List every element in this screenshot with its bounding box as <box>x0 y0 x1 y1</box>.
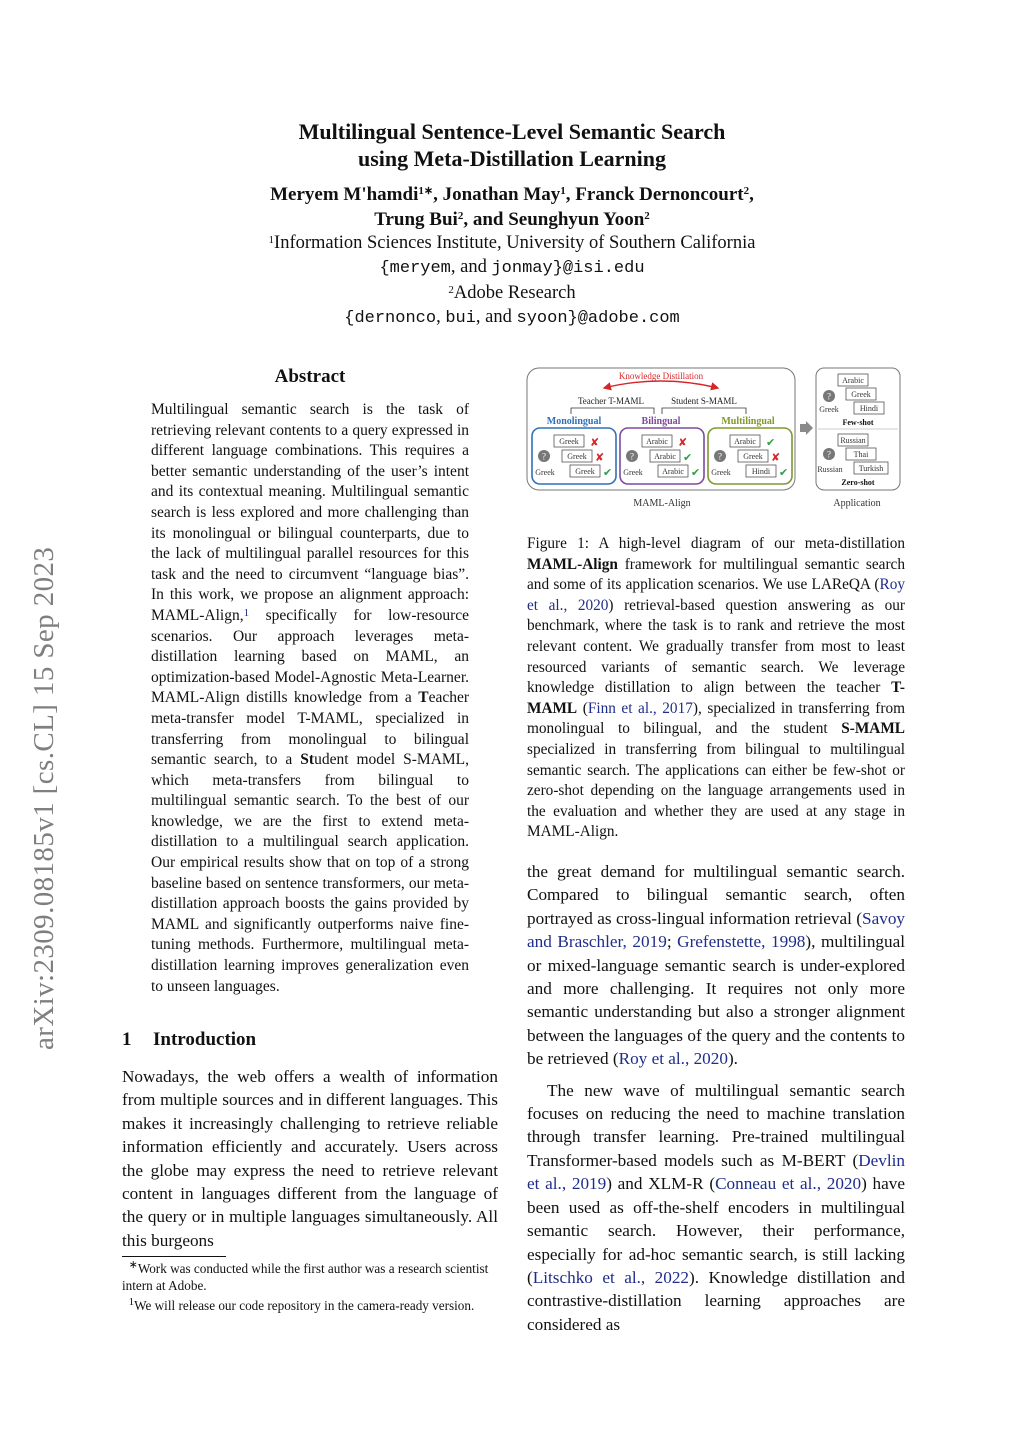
svg-text:Russian: Russian <box>840 436 866 445</box>
svg-text:Greek: Greek <box>743 452 763 461</box>
title-line-1: Multilingual Sentence-Level Semantic Search <box>298 119 726 144</box>
author-line-2: Trung Bui$^2$, and Seunghyun Yoon$^2$ <box>374 209 650 230</box>
student-bracket <box>662 408 746 414</box>
svg-text:Arabic: Arabic <box>734 437 756 446</box>
monolingual-label: Monolingual <box>546 416 602 427</box>
section-heading-introduction: 1 Introduction <box>122 1029 257 1050</box>
figure-1-caption: Figure 1: A high-level diagram of our meta-distillation MAML-Align framework for multilingual semantic search and some of its application scenarios. We use LAReQA (Roy et al., 2020) retrieval-based question answering as our benchmark, where the task is to rank and retrieve the most relevant content. We gradually transfer from most to least resourced variants of semantic search. We leverage knowledge distillation to align between the teacher T-MAML (Finn et al., 2017), specialized in transferring from monolingual to bilingual, and the student S-MAML specialized in transferring from bilingual to multilingual semantic search. The applications can either be few-shot or zero-shot depending on the language arrangements used in the evaluation and whether they are used at any stage in MAML-Align. <box>527 535 906 841</box>
email-line-1: {meryem, and jonmay}@isi.edu <box>379 257 645 278</box>
arrow-shaft <box>800 424 806 432</box>
check-icon: ✔ <box>691 467 701 479</box>
author-affil-mark: 1 <box>560 185 566 197</box>
citation-link[interactable]: Finn et al., 2017 <box>587 699 693 717</box>
distillation-arrow <box>604 381 718 388</box>
author-list <box>0 182 1024 232</box>
check-icon: ✔ <box>779 467 789 479</box>
author-affil-mark: 1∗ <box>418 185 434 197</box>
author-name: Seunghyun Yoon <box>508 209 645 230</box>
citation-link[interactable]: Devlin et al., 2019 <box>527 1150 905 1194</box>
abstract-heading: Abstract <box>274 366 346 387</box>
affiliation-1: $^1$Information Sciences Institute, University of Southern California <box>268 233 756 253</box>
arxiv-identifier: arXiv:2309.08185v1 [cs.CL] 15 Sep 2023 <box>28 546 60 1050</box>
query-language: Greek <box>711 468 731 477</box>
abstract-text: Multilingual semantic search is the task of retrieving relevant contents to a query expressed in different language combinations. This requires a better semantic understanding of the user’s intent and its contextual meaning. Multilingual semantic search is less explored and more challenging than its monolingual or bilingual counterparts, due to the lack of multilingual parallel resources for this task and the need to circumvent “language bias”. In this work, we propose an alignment approach: MAML-Align,$^1$ specifically for low-resource scenarios. Our approach leverages meta-distillation learning based on MAML, an optimization-based Model-Agnostic Meta-Learner. MAML-Align distills knowledge from a Teacher meta-transfer model T-MAML, specialized in transferring from monolingual to bilingual semantic search, to a Student model S-MAML, which meta-transfers from bilingual to multilingual semantic search. To the best of our knowledge, we are the first to extend meta-distillation to a multilingual search application. Our empirical results show that on top of a strong baseline based on sentence transformers, our meta-distillation approach boosts the gains provided by MAML and significantly outperforms naive fine-tuning methods. Furthermore, multilingual meta-distillation learning improves generalization even to unseen languages. <box>151 401 470 995</box>
citation-link[interactable]: Roy et al., 2020 <box>527 576 905 614</box>
svg-text:?: ? <box>827 391 831 402</box>
arrow-right-icon <box>806 421 813 435</box>
zero-shot-example <box>817 434 888 487</box>
author-name: Meryem M'hamdi <box>270 184 419 205</box>
affiliation-2: $^2$Adobe Research <box>448 283 576 303</box>
bilingual-label: Bilingual <box>641 416 681 427</box>
title-line-2: using Meta-Distillation Learning <box>357 146 666 171</box>
citation-link[interactable]: Roy et al., 2020 <box>618 1049 728 1069</box>
citation-link[interactable]: Conneau et al., 2020 <box>715 1174 862 1194</box>
multilingual-label: Multilingual <box>721 416 775 427</box>
author-name: Jonathan May <box>442 184 561 205</box>
cross-icon: ✘ <box>771 452 781 464</box>
svg-text:Greek: Greek <box>559 437 579 446</box>
cross-icon: ✘ <box>590 437 600 449</box>
student-label: Student S-MAML <box>671 396 737 406</box>
citation-link[interactable]: Savoy and Braschler, 2019 <box>527 908 905 952</box>
author-affil-mark: 2 <box>743 185 750 197</box>
svg-text:Hindi: Hindi <box>751 467 771 476</box>
svg-text:Greek: Greek <box>575 467 595 476</box>
figure-1-diagram <box>526 366 906 518</box>
knowledge-distillation-label: Knowledge Distillation <box>618 371 704 381</box>
author-affil-mark: 2 <box>457 210 464 222</box>
paragraph: the great demand for multilingual semantic search. Compared to bilingual semantic search, often portrayed as cross-lingual information retrieval (Savoy and Braschler, 2019; Grefenstette, 1998), multilingual or mixed-language semantic search is under-explored and more challenging. It requires not only more semantic understanding but also a stronger alignment between the languages of the query and the contents to be retrieved (Roy et al., 2020). <box>527 862 906 1069</box>
svg-text:?: ? <box>718 451 722 462</box>
citation-link[interactable]: Grefenstette, 1998 <box>677 932 806 952</box>
bilingual-group <box>623 435 700 479</box>
paper-title <box>0 118 1024 172</box>
author-line-1: Meryem M'hamdi$^{1∗}$, Jonathan May$^1$, Franck Dernoncourt$^2$, <box>270 184 754 205</box>
query-language: Greek <box>535 468 555 477</box>
few-shot-label: Few-shot <box>842 418 874 427</box>
right-column-text <box>527 860 905 1336</box>
svg-text:Arabic: Arabic <box>662 467 684 476</box>
check-icon: ✔ <box>766 437 776 449</box>
svg-text:?: ? <box>630 451 634 462</box>
query-language: Russian <box>817 465 843 474</box>
author-name: Trung Bui <box>374 209 458 230</box>
introduction-text: Nowadays, the web offers a wealth of information from multiple sources and in different languages. This makes it increasingly challenging to retrieve reliable information efficiently and accurately. Users across the globe may express the need to retrieve relevant content in languages different from the language of the query or in multiple languages simultaneously. All this burgeons <box>122 1067 498 1250</box>
paragraph: The new wave of multilingual semantic search focuses on reducing the need to machine translation through transfer learning. Pre-trained multilingual Transformer-based models such as M-BERT (Devlin et al., 2019) and XLM-R (Conneau et al., 2020) have been used as off-the-shelf encoders in multilingual semantic search. However, their performance, especially for ad-hoc semantic search, is still lacking (Litschko et al., 2022). Knowledge distillation and contrastive-distillation learning approaches are considered as <box>527 1080 906 1334</box>
maml-align-label: MAML-Align <box>633 498 691 509</box>
svg-text:Arabic: Arabic <box>842 376 864 385</box>
svg-text:Greek: Greek <box>851 390 871 399</box>
few-shot-example <box>819 374 884 427</box>
svg-text:Hindi: Hindi <box>859 404 879 413</box>
author-affil-mark: 2 <box>644 210 650 222</box>
cross-icon: ✘ <box>678 437 688 449</box>
footnote-divider <box>122 1256 226 1257</box>
check-icon: ✔ <box>683 452 693 464</box>
teacher-bracket <box>571 408 654 414</box>
monolingual-group <box>535 435 612 479</box>
svg-text:Thai: Thai <box>853 450 869 459</box>
affiliations <box>0 231 1024 331</box>
citation-link[interactable]: Litschko et al., 2022 <box>532 1267 690 1287</box>
cross-icon: ✘ <box>595 452 605 464</box>
svg-text:Turkish: Turkish <box>858 464 884 473</box>
footnote-2: $^1$We will release our code repository in the camera-ready version. <box>128 1296 475 1313</box>
query-language: Greek <box>819 405 839 414</box>
query-language: Greek <box>623 468 643 477</box>
footnote-1: ∗Work was conducted while the first author was a research scientist intern at Adobe. <box>122 1259 489 1293</box>
author-name: Franck Dernoncourt <box>575 184 744 205</box>
check-icon: ✔ <box>603 467 613 479</box>
footnote-marker[interactable]: 1 <box>243 606 250 619</box>
application-label: Application <box>833 498 881 509</box>
svg-text:Arabic: Arabic <box>654 452 676 461</box>
svg-text:Arabic: Arabic <box>646 437 668 446</box>
svg-text:?: ? <box>827 449 831 460</box>
svg-text:?: ? <box>542 451 546 462</box>
teacher-label: Teacher T-MAML <box>577 396 645 406</box>
multilingual-group <box>711 435 788 479</box>
email-line-2: {dernonco, bui, and syoon}@adobe.com <box>344 307 680 328</box>
svg-text:Greek: Greek <box>567 452 587 461</box>
zero-shot-label: Zero-shot <box>841 478 875 487</box>
footnotes <box>122 1260 498 1314</box>
